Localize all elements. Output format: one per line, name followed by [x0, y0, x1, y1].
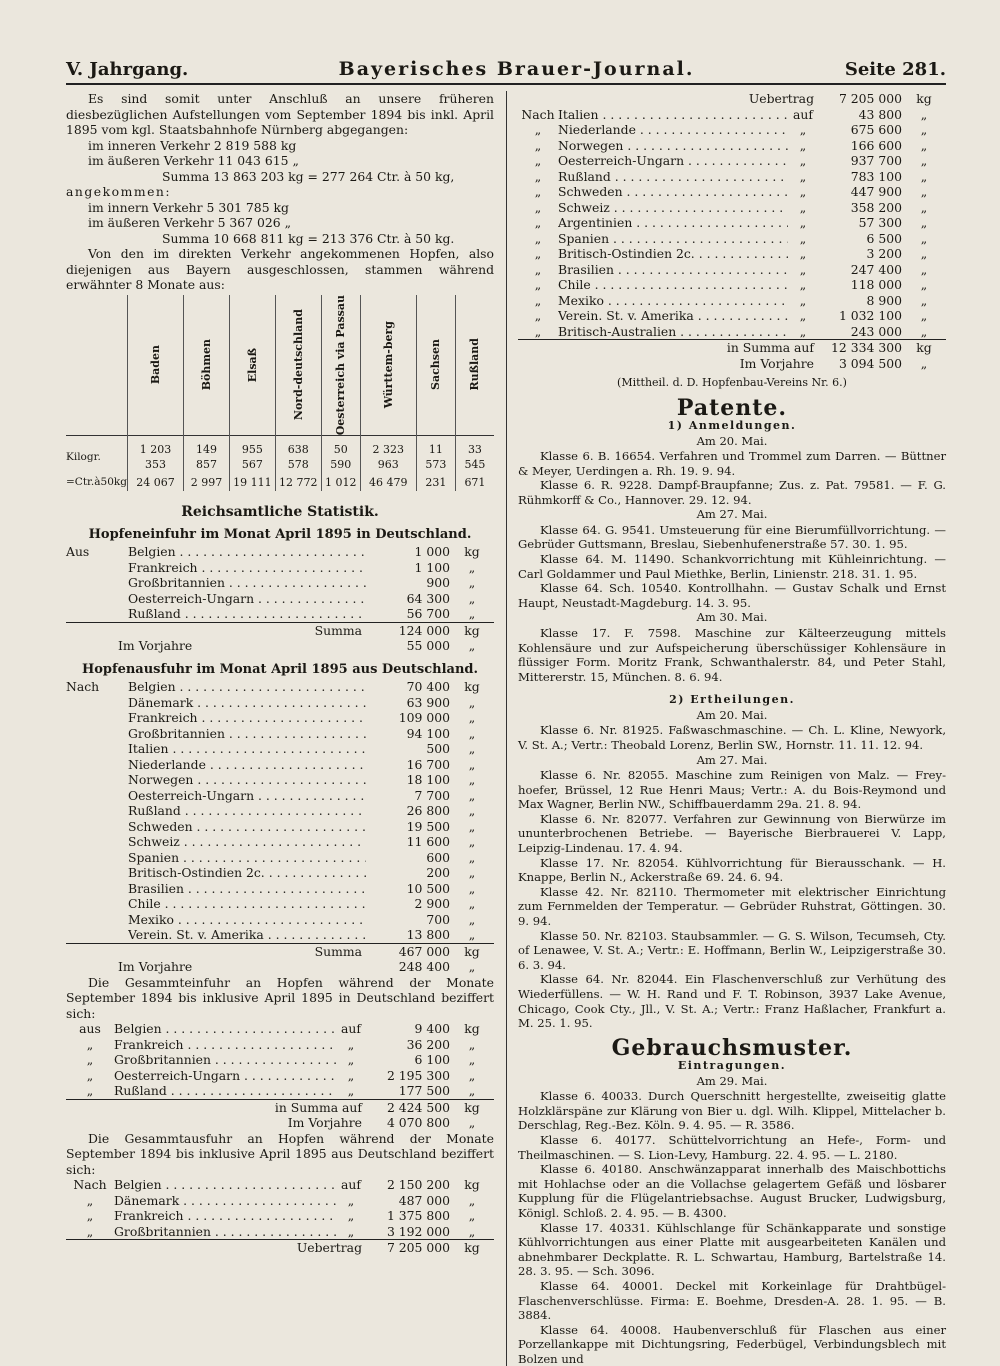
table-row: Kilogr. 1 203 353 149 857 955 567 638 578 50 590 2 323 963 11 573 33 545 [66, 435, 494, 474]
list-item: Im Vorjahre 4 070 800 „ [287, 1115, 476, 1131]
list-item: Nach Italien . . . auf 43 800 „ [518, 107, 946, 123]
patent-entry: Klasse 6. 40033. Durch Querschnitt hergestellte, zweiseitig glatte Holzklärspäne zur Klärung von Bier u. dgl. Wilh. Klippel, Mittelacher b. Derschlag, Reg.-Bez. Köln. 9. 4. 95. — R. 3586. [518, 1089, 946, 1133]
list-item: „ Mexiko . . . „ 8 900 „ [518, 293, 946, 309]
list-item: „ Rußland . . . „ 177 500 „ [66, 1083, 494, 1099]
patent-entry: Klasse 64. Sch. 10540. Kontrollhahn. — Gustav Schalk und Ernst Haupt, Neustadt-Magdeburg. 14. 3. 95. [518, 581, 946, 610]
list-item: Uebertrag 7 205 000 kg [748, 91, 932, 106]
patent-entry: Klasse 17. 40331. Kühlschlange für Schänkapparate und sonstige Kühlvorrichtungen aus einer Platte mit ausgearbeiteten Kanälen und abnehmbarer Deckplatte. R. L. Schwartau, Hamburg, Bartelstraße 14. 28. 3. 95. — Sch. 3096. [518, 1220, 946, 1279]
patente-heading: Patente. [676, 394, 788, 421]
list-item: Niederlande . . . 16 700 „ [66, 757, 494, 773]
patent-entry: Klasse 6. Nr. 81925. Faßwaschmaschine. — Ch. L. Kline, Newyork, V. St. A.; Vertr.: Theobald Lorenz, Berlin SW., Hornstr. 11. 11. 12. 94. [518, 723, 946, 752]
list-item: Aus Belgien . . . 1 000 kg [66, 544, 494, 560]
gesamtausfuhr-paragraph: Die Gesammtausfuhr an Hopfen während der Monate September 1894 bis inklusive April 1895 aus Deutschland beziffert sich: [66, 1130, 494, 1177]
anmeldungen-heading: 1) Anmeldungen. [667, 419, 797, 432]
list-item: Dänemark . . . 63 900 „ [66, 695, 494, 711]
list-item: aus Belgien . . . auf 9 400 kg [66, 1021, 494, 1037]
list-item: „ Norwegen . . . „ 166 600 „ [518, 138, 946, 154]
list-item: Nach Belgien . . . 70 400 kg [66, 679, 494, 695]
abgegangen-list: im inneren Verkehr 2 819 588 kg im äußeren Verkehr 11 043 615 „ Summa 13 863 203 kg = 277 264 Ctr. à 50 kg, [66, 138, 494, 185]
list-item: in Summa auf 2 424 500 kg [66, 1099, 494, 1116]
patent-entry: Klasse 64. M. 11490. Schankvorrichtung mit Kühleinrichtung. — Carl Goldammer und Paul Miethke, Berlin, Linienstr. 218. 31. 1. 95. [518, 552, 946, 581]
list-item: „ Großbritannien . . . „ 6 100 „ [66, 1052, 494, 1068]
abgegangen-sum: Summa 13 863 203 kg = 277 264 Ctr. à 50 kg, [162, 168, 455, 184]
patent-entry: Klasse 64. 40008. Haubenverschluß für Flaschen aus einer Porzellankappe mit Dichtungsring, Federbügel, Verbindungsblech mit Bolzen und [518, 1322, 946, 1366]
list-item: Nach Belgien . . . auf 2 150 200 kg [66, 1177, 494, 1193]
list-item: „ Rußland . . . „ 783 100 „ [518, 169, 946, 185]
ausfuhr-list [66, 679, 494, 975]
list-item: Spanien . . . 600 „ [66, 850, 494, 866]
list-item: Brasilien . . . 10 500 „ [66, 881, 494, 897]
list-item: Im Vorjahre 3 094 500 „ [739, 355, 928, 371]
right-column: Uebertrag 7 205 000 kg Nach Italien . . . auf 43 800 „ „ Niederlande . . . „ 675 600 „ „ Norwegen . . . „ 166 600 „ „ Oesterreich-Ungarn . . . „ 937 700 „ „ Rußland . . . „ 783 100 „ „ Schweden . . . „ 447 900 „ „ Schweiz . . . „ 358 200 „ „ Argentinien . . . „ 57 300 „ „ Spanien . . . „ 6 500 „ „ Britisch-Ostindien 2c. . . . „ 3 200 „ „ Brasilien . . . „ 247 400 „ „ Chile . . . „ 118 000 „ „ Mexiko . . . „ 8 900 „ „ Verein. St. v. Amerika . . . „ 1 032 100 „ „ Britisch-Australien . . . „ 243 000 „ in Summa auf 12 334 300 kg Im Vorjahre 3 094 500 „ (Mittheil. d. D. Hopfenbau-Vereins Nr. 6.) Patente. 1) Anmeldungen. Am 20. Mai. Klasse 6. B. 16654. Verfahren und Trommel zum Darren. — Büttner & Meyer, Uerdingen a. Rh. 19. 9. 94. Klasse 6. R. 9228. Dampf-Braupfanne; Zus. z. Pat. 79581. — F. G. Rühmkorff & Co., Hannover. 29. 12. 94. Am 27. Mai. Klasse 64. G. 9541. Umsteuerung für eine Bierumfüllvorrichtung. — Gebrüder Guttsmann, Breslau, Siebenhufenerstraße 57. 30. 1. 95. Klasse 64. M. 11490. Schankvorrichtung mit Kühleinrichtung. — Carl Goldammer und Paul Miethke, Berlin, Linienstr. 218. 31. 1. 95. Klasse 64. Sch. 10540. Kontrollhahn. — Gustav Schalk und Ernst Haupt, Neustadt-Magdeburg. 14. 3. 95. Am 30. Mai. Klasse 17. F. 7598. Maschine zur Kälteerzeugung mittels Kohlensäure und zur Aufspeicherung überschüssiger Kohlensäure in flüssiger Form. Moritz Frank, Schwanthalerstr. 84, und Peter Stahl, Mittererstr. 15, München. 8. 6. 94. 2) Ertheilungen. Am 20. Mai. Klasse 6. Nr. 81925. Faßwaschmaschine. — Ch. L. Kline, Newyork, V. St. A.; Vertr.: Theobald Lorenz, Berlin SW., Hornstr. 11. 11. 12. 94. Am 27. Mai. Klasse 6. Nr. 82055. Maschine zum Reinigen von Malz. — Frey-hoefer, Brüssel, 12 Rue Henri Maus; Vertr.: A. du Bois-Reymond und Max Wagner, Berlin NW., Schiffbauerdamm 29a. 21. 8. 94. Klasse 6. Nr. 82077. Verfahren zur Gewinnung von Bierwürze im ununterbrochenen Betriebe. — Bayerische Bierbrauerei V. Lapp, Leipzig-Lindenau. 17. 4. 94. Klasse 17. Nr. 82054. Kühlvorrichtung für Bierausschank. — H. Knappe, Berlin N., Ackerstraße 69. 24. 6. 94. Klasse 42. Nr. 82110. Thermometer mit elektrischer Einrichtung zum Fernmelden der Temperatur. — Gebrüder Ruhstrat, Göttingen. 30. 9. 94. Klasse 50. Nr. 82103. Staubsammler. — G. S. Wilson, Tecumseh, Cty. of Lenawee, V. St. A.; Vertr.: E. Hoffmann, Berlin W., Leipzigerstraße 30. 6. 3. 94. Klasse 64. Nr. 82044. Ein Flaschenverschluß zur Verhütung des Wiederfüllens. — W. H. Rand und F. T. Robinson, 3937 Lake Avenue, Chicago, Cook Cty., Jll., V. St. A.; Vertr.: Franz Haßlacher, Frankfurt a. M. 25. 1. 95. Gebrauchsmuster. Eintragungen. Am 29. Mai. Klasse 6. 40033. Durch Querschnitt hergestellte, zweiseitig glatte Holzklärspäne zur Klärung von Bier u. dgl. Wilh. Klippel, Mittelacher b. Derschlag, Reg.-Bez. Köln. 9. 4. 95. — R. 3586. Klasse 6. 40177. Schüttelvorrichtung an Hefe-, Form- und Theilmaschinen. — S. Lion-Levy, Hamburg. 22. 4. 95. — L. 2180. Klasse 6. 40180. Anschwänzapparat innerhalb des Maischbottichs mit Hohlachse oder an die Vollachse gelagertem Gefäß und lösbarer Kupplung für die Flügelantriebsachse. August Brucker, Ludwigsburg, Königl. Schloß. 2. 4. 95. — B. 4300. Klasse 17. 40331. Kühlschlange für Schänkapparate und sonstige Kühlvorrichtungen aus einer Platte mit ausgearbeiteten Kanälen und abnehmbarer Deckplatte. R. L. Schwartau, Hamburg, Bartelstraße 14. 28. 3. 95. — Sch. 3096. Klasse 64. 40001. Deckel mit Korkeinlage für Drahtbügel-Flaschenverschlüsse. Firma: E. Boehme, Dresden-A. 28. 1. 95. — B. 3884. Klasse 64. 40008. Haubenverschluß für Flaschen aus einer Porzellankappe mit Dichtungsring, Federbügel, Verbindungsblech mit Bolzen und [518, 91, 946, 1366]
direkt-paragraph: Von den im direkten Verkehr angekommenen Hopfen, also diejenigen aus Bayern ausgeschlossen, stammen während erwähnter 8 Monate aus: [66, 246, 494, 292]
list-item: „ Verein. St. v. Amerika . . . „ 1 032 100 „ [518, 308, 946, 324]
patent-entry: Klasse 6. Nr. 82055. Maschine zum Reinigen von Malz. — Frey-hoefer, Brüssel, 12 Rue Henri Maus; Vertr.: A. du Bois-Reymond und Max Wagner, Berlin NW., Schiffbauerdamm 29a. 21. 8. 94. [518, 768, 946, 812]
list-item: „ Dänemark . . . „ 487 000 „ [66, 1193, 494, 1209]
list-item: „ Argentinien . . . „ 57 300 „ [518, 215, 946, 231]
list-item: Uebertrag 7 205 000 kg [66, 1239, 494, 1256]
volume-label: V. Jahrgang. [66, 59, 189, 80]
list-item: Britisch-Ostindien 2c. . . . 200 „ [66, 865, 494, 881]
list-item: „ Brasilien . . . „ 247 400 „ [518, 262, 946, 278]
list-item: Großbritannien . . . 900 „ [66, 575, 494, 591]
patent-entry: Klasse 50. Nr. 82103. Staubsammler. — G. S. Wilson, Tecumseh, Cty. of Lenawee, V. St. A.; Vertr.: E. Hoffmann, Berlin W., Leipzigerstraße 30. 6. 3. 94. [518, 928, 946, 972]
list-item: Großbritannien . . . 94 100 „ [66, 726, 494, 742]
list-item: „ Spanien . . . „ 6 500 „ [518, 231, 946, 247]
list-item: „ Oesterreich-Ungarn . . . „ 937 700 „ [518, 153, 946, 169]
list-item: Mexiko . . . 700 „ [66, 912, 494, 928]
list-item: Norwegen . . . 18 100 „ [66, 772, 494, 788]
patent-entry: Klasse 64. Nr. 82044. Ein Flaschenverschluß zur Verhütung des Wiederfüllens. — W. H. Rand und F. T. Robinson, 3937 Lake Avenue, Chicago, Cook Cty., Jll., V. St. A.; Vertr.: Franz Haßlacher, Frankfurt a. M. 25. 1. 95. [518, 972, 946, 1031]
ausfuhr-heading: Hopfenausfuhr im Monat April 1895 aus Deutschland. [81, 661, 479, 677]
list-item: Oesterreich-Ungarn . . . 64 300 „ [66, 591, 494, 607]
list-item: Summa 124 000 kg [66, 622, 494, 639]
list-item: „ Großbritannien . . . „ 3 192 000 „ [66, 1224, 494, 1240]
list-item: Oesterreich-Ungarn . . . 7 700 „ [66, 788, 494, 804]
list-item: Im Vorjahre 248 400 „ [118, 959, 476, 975]
patent-entry: Klasse 6. Nr. 82077. Verfahren zur Gewinnung von Bierwürze im ununterbrochenen Betriebe. — Bayerische Bierbrauerei V. Lapp, Leipzig-Lindenau. 17. 4. 94. [518, 811, 946, 855]
patent-entry: Klasse 42. Nr. 82110. Thermometer mit elektrischer Einrichtung zum Fernmelden der Temperatur. — Gebrüder Ruhstrat, Göttingen. 30. 9. 94. [518, 884, 946, 928]
ausfuhr-continued-list [518, 91, 946, 371]
list-item: „ Britisch-Australien . . . „ 243 000 „ [518, 324, 946, 340]
ertheilungen-heading: 2) Ertheilungen. [669, 693, 795, 707]
page-header [66, 58, 946, 85]
gebrauchsmuster-heading: Gebrauchsmuster. [611, 1034, 853, 1061]
source-note: (Mittheil. d. D. Hopfenbau-Vereins Nr. 6.) [617, 376, 847, 389]
list-item: „ Niederlande . . . „ 675 600 „ [518, 122, 946, 138]
list-item: Schweiz . . . 11 600 „ [66, 834, 494, 850]
list-item: „ Schweiz . . . „ 358 200 „ [518, 200, 946, 216]
eintragungen-heading: Eintragungen. [677, 1059, 787, 1073]
list-item: Rußland . . . 26 800 „ [66, 803, 494, 819]
list-item: Summa 467 000 kg [66, 943, 494, 960]
list-item: Frankreich . . . 109 000 „ [66, 710, 494, 726]
list-item: Rußland . . . 56 700 „ [66, 606, 494, 622]
gesamtausfuhr-list [66, 1177, 494, 1256]
list-item: „ Chile . . . „ 118 000 „ [518, 277, 946, 293]
column-divider [506, 91, 507, 1366]
list-item: Im Vorjahre 55 000 „ [118, 638, 476, 654]
list-item: „ Britisch-Ostindien 2c. . . . „ 3 200 „ [518, 246, 946, 262]
list-item: „ Schweden . . . „ 447 900 „ [518, 184, 946, 200]
list-item: Schweden . . . 19 500 „ [66, 819, 494, 835]
patent-list: Am 20. Mai. Klasse 6. B. 16654. Verfahren und Trommel zum Darren. — Büttner & Meyer, Uerdingen a. Rh. 19. 9. 94. Klasse 6. R. 9228. Dampf-Braupfanne; Zus. z. Pat. 79581. — F. G. Rühmkorff & Co., Hannover. 29. 12. 94. Am 27. Mai. Klasse 64. G. 9541. Umsteuerung für eine Bierumfüllvorrichtung. — Gebrüder Guttsmann, Breslau, Siebenhufenerstraße 57. 30. 1. 95. Klasse 64. M. 11490. Schankvorrichtung mit Kühleinrichtung. — Carl Goldammer und Paul Miethke, Berlin, Linienstr. 218. 31. 1. 95. Klasse 64. Sch. 10540. Kontrollhahn. — Gustav Schalk und Ernst Haupt, Neustadt-Magdeburg. 14. 3. 95. Am 30. Mai. Klasse 17. F. 7598. Maschine zur Kälteerzeugung mittels Kohlensäure und zur Aufspeicherung überschüssiger Kohlensäure in flüssiger Form. Moritz Frank, Schwanthalerstr. 84, und Peter Stahl, Mittererstr. 15, München. 8. 6. 94. 2) Ertheilungen. Am 20. Mai. Klasse 6. Nr. 81925. Faßwaschmaschine. — Ch. L. Kline, Newyork, V. St. A.; Vertr.: Theobald Lorenz, Berlin SW., Hornstr. 11. 11. 12. 94. Am 27. Mai. Klasse 6. Nr. 82055. Maschine zum Reinigen von Malz. — Frey-hoefer, Brüssel, 12 Rue Henri Maus; Vertr.: A. du Bois-Reymond und Max Wagner, Berlin NW., Schiffbauerdamm 29a. 21. 8. 94. Klasse 6. Nr. 82077. Verfahren zur Gewinnung von Bierwürze im ununterbrochenen Betriebe. — Bayerische Bierbrauerei V. Lapp, Leipzig-Lindenau. 17. 4. 94. Klasse 17. Nr. 82054. Kühlvorrichtung für Bierausschank. — H. Knappe, Berlin N., Ackerstraße 69. 24. 6. 94. Klasse 42. Nr. 82110. Thermometer mit elektrischer Einrichtung zum Fernmelden der Temperatur. — Gebrüder Ruhstrat, Göttingen. 30. 9. 94. Klasse 50. Nr. 82103. Staubsammler. — G. S. Wilson, Tecumseh, Cty. of Lenawee, V. St. A.; Vertr.: E. Hoffmann, Berlin W., Leipzigerstraße 30. 6. 3. 94. Klasse 64. Nr. 82044. Ein Flaschenverschluß zur Verhütung des Wiederfüllens. — W. H. Rand und F. T. Robinson, 3937 Lake Avenue, Chicago, Cook Cty., Jll., V. St. A.; Vertr.: Franz Haßlacher, Frankfurt a. M. 25. 1. 95. [518, 433, 946, 1031]
angekommen-list: im innern Verkehr 5 301 785 kg im äußeren Verkehr 5 367 026 „ Summa 10 668 811 kg = 213 376 Ctr. à 50 kg. [66, 200, 494, 247]
list-item: „ Oesterreich-Ungarn . . . „ 2 195 300 „ [66, 1068, 494, 1084]
intro-paragraph: Es sind somit unter Anschluß an unsere früheren diesbezüglichen Aufstellungen vom September 1894 bis inkl. April 1895 vom kgl. Staatsbahnhofe Nürnberg abgegangen: [66, 91, 494, 137]
patent-entry: Klasse 17. Nr. 82054. Kühlvorrichtung für Bierausschank. — H. Knappe, Berlin N., Ackerstraße 69. 24. 6. 94. [518, 855, 946, 885]
patent-entry: Klasse 6. 40177. Schüttelvorrichtung an Hefe-, Form- und Theilmaschinen. — S. Lion-Levy, Hamburg. 22. 4. 95. — L. 2180. [518, 1132, 946, 1162]
angekommen-heading: angekommen: [66, 184, 172, 199]
page-number: Seite 281. [844, 59, 946, 80]
gesamteinfuhr-paragraph: Die Gesammteinfuhr an Hopfen während der Monate September 1894 bis inklusive April 1895 in Deutschland beziffert sich: [66, 974, 494, 1021]
table-row: =Ctr.à50kg 24 067 2 997 19 111 12 772 1 012 46 479 231 671 [66, 474, 494, 492]
einfuhr-heading: Hopfeneinfuhr im Monat April 1895 in Deutschland. [88, 526, 472, 542]
angekommen-sum: Summa 10 668 811 kg = 213 376 Ctr. à 50 kg. [162, 230, 455, 246]
list-item: Chile . . . 2 900 „ [66, 896, 494, 912]
patent-entry: Klasse 64. G. 9541. Umsteuerung für eine Bierumfüllvorrichtung. — Gebrüder Guttsmann, Breslau, Siebenhufenerstraße 57. 30. 1. 95. [518, 522, 946, 552]
patent-entry: Klasse 6. 40180. Anschwänzapparat innerhalb des Maischbottichs mit Hohlachse oder an die Vollachse gelagertem Gefäß und lösbarer Kupplung für die Flügelantriebsachse. August Brucker, Ludwigsburg, Königl. Schloß. 2. 4. 95. — B. 4300. [518, 1162, 946, 1220]
list-item: Verein. St. v. Amerika . . . 13 800 „ [66, 927, 494, 943]
list-item: „ Frankreich . . . „ 36 200 „ [66, 1037, 494, 1053]
einfuhr-list [66, 544, 494, 654]
journal-title: Bayerisches Brauer-Journal. [338, 58, 695, 80]
list-item: Italien . . . 500 „ [66, 741, 494, 757]
reich-heading: Reichsamtliche Statistik. [181, 504, 379, 521]
list-item: Frankreich . . . 1 100 „ [66, 560, 494, 576]
gesamteinfuhr-list [66, 1021, 494, 1131]
patent-entry: Klasse 6. R. 9228. Dampf-Braupfanne; Zus. z. Pat. 79581. — F. G. Rühmkorff & Co., Hannover. 29. 12. 94. [518, 478, 946, 507]
patent-entry: Klasse 6. B. 16654. Verfahren und Trommel zum Darren. — Büttner & Meyer, Uerdingen a. Rh. 19. 9. 94. [518, 449, 946, 478]
patent-entry: Klasse 64. 40001. Deckel mit Korkeinlage für Drahtbügel-Flaschenverschlüsse. Firma: E. Boehme, Dresden-A. 28. 1. 95. — B. 3884. [518, 1278, 946, 1323]
patent-entry: Klasse 17. F. 7598. Maschine zur Kälteerzeugung mittels Kohlensäure und zur Aufspeicherung überschüssiger Kohlensäure in flüssiger Form. Moritz Frank, Schwanthalerstr. 84, und Peter Stahl, Mittererstr. 15, München. 8. 6. 94. [518, 625, 946, 684]
origin-table: Baden Böhmen Elsaß Nord-deutschland Oesterreich via Passau Württem-berg Sachsen Rußland Kilogr. 1 203 353 149 857 955 567 638 578 50 590 2 323 963 11 573 33 545 =Ctr.à50kg 24 067 2 997 19 111 12 772 1 012 46 479 231 671 [66, 295, 494, 492]
list-item: in Summa auf 12 334 300 kg [518, 339, 946, 356]
list-item: „ Frankreich . . . „ 1 375 800 „ [66, 1208, 494, 1224]
left-column [66, 91, 494, 1366]
